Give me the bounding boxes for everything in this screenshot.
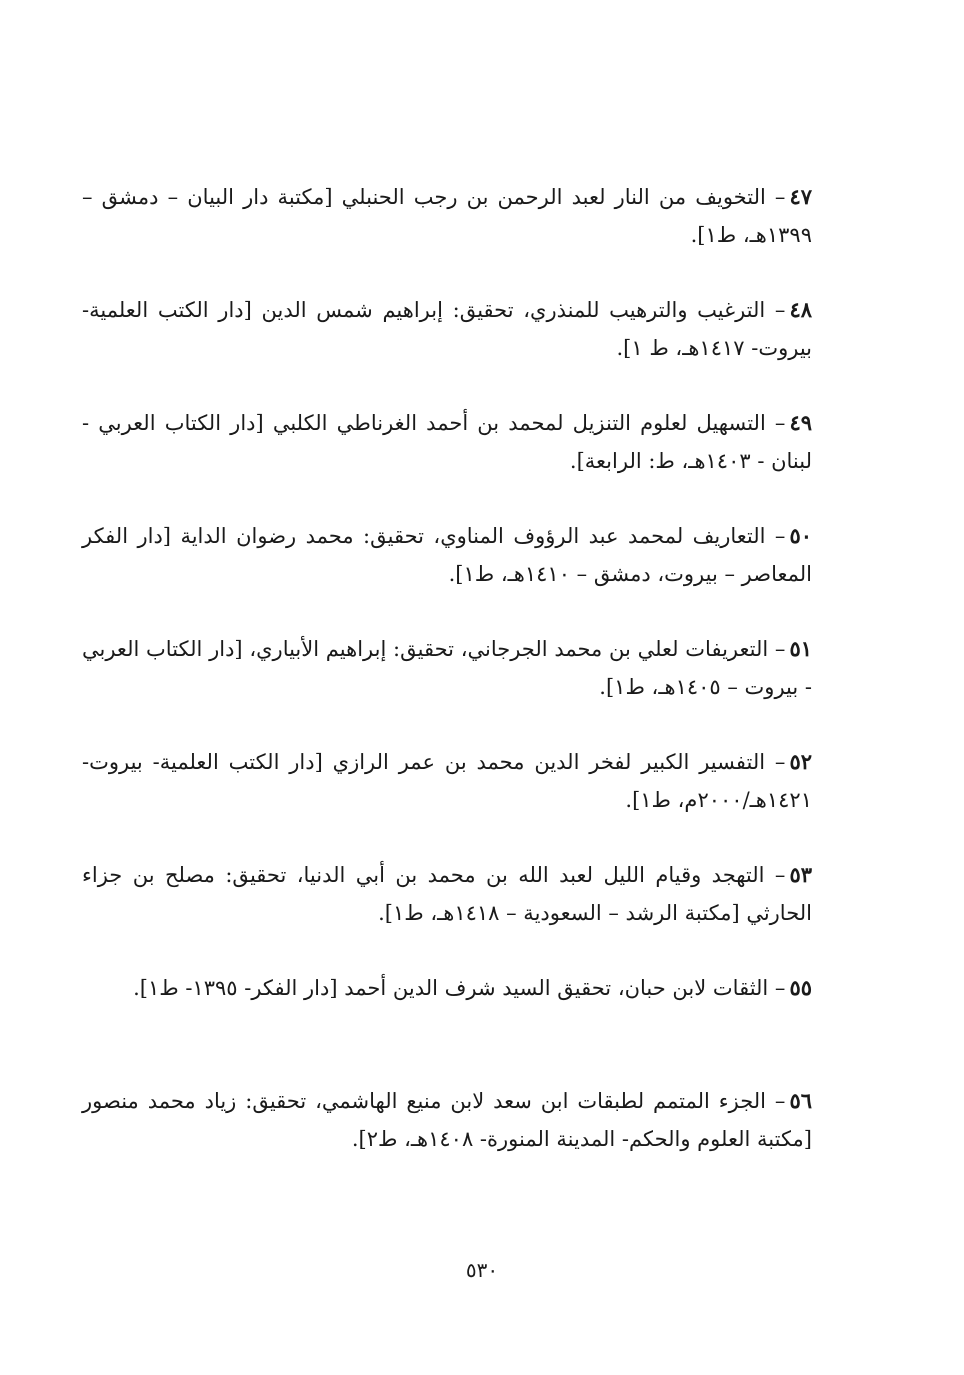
entry-number: ٥١ — [789, 636, 812, 661]
bibliography-entry — [82, 856, 812, 969]
entry-number: ٤٩ — [789, 410, 812, 435]
entry-text: – الجزء المتمم لطبقات ابن سعد لابن منيع الهاشمي، تحقيق: زياد محمد منصور [مكتبة العلوم والحكم- المدينة المنورة- ١٤٠٨هـ، ط٢]. — [82, 1089, 812, 1151]
entry-text: – التعاريف لمحمد عبد الرؤوف المناوي، تحقيق: محمد رضوان الداية [دار الفكر المعاصر – بيروت، دمشق – ١٤١٠هـ، ط١]. — [82, 524, 812, 586]
bibliography-entry — [82, 404, 812, 517]
entry-text: – التهجد وقيام الليل لعبد الله بن محمد بن أبي الدنيا، تحقيق: مصلح بن جزاء الحارثي [مكتبة الرشد – السعودية – ١٤١٨هـ، ط١]. — [82, 863, 812, 925]
entry-number: ٥٣ — [789, 862, 812, 887]
page-number: ٥٣٠ — [465, 1258, 499, 1282]
entry-text: – التعريفات لعلي بن محمد الجرجاني، تحقيق: إبراهيم الأبياري، [دار الكتاب العربي - بيروت – ١٤٠٥هـ، ط١]. — [82, 637, 812, 699]
entry-number: ٥٥ — [789, 975, 812, 1000]
bibliography-entry — [82, 1082, 812, 1195]
entry-number: ٥٠ — [789, 523, 812, 548]
entry-number: ٥٦ — [789, 1088, 812, 1113]
entry-text: – الترغيب والترهيب للمنذري، تحقيق: إبراهيم شمس الدين [دار الكتب العلمية- بيروت- ١٤١٧هـ، ط ١]. — [82, 298, 812, 360]
entry-text: – التخويف من النار لعبد الرحمن بن رجب الحنبلي [مكتبة دار البيان – دمشق – ١٣٩٩هـ، ط١]. — [82, 185, 812, 247]
bibliography-entry — [82, 178, 812, 291]
entry-text: – الثقات لابن حبان، تحقيق السيد شرف الدين أحمد [دار الفكر- ١٣٩٥- ط١]. — [133, 976, 786, 1000]
entry-text: – التفسير الكبير لفخر الدين محمد بن عمر الرازي [دار الكتب العلمية- بيروت- ١٤٢١هـ/٢٠٠٠م، ط١]. — [82, 750, 812, 812]
entry-number: ٤٨ — [789, 297, 812, 322]
entry-number: ٥٢ — [789, 749, 812, 774]
bibliography-entry — [82, 291, 812, 404]
bibliography-entry — [82, 743, 812, 856]
entry-number: ٤٧ — [789, 184, 812, 209]
bibliography-list — [82, 178, 812, 1195]
bibliography-entry — [82, 969, 812, 1082]
entry-text: – التسهيل لعلوم التنزيل لمحمد بن أحمد الغرناطي الكلبي [دار الكتاب العربي - لبنان - ١٤٠٣هـ، ط: الرابعة]. — [82, 411, 812, 473]
bibliography-entry — [82, 630, 812, 743]
bibliography-entry — [82, 517, 812, 630]
